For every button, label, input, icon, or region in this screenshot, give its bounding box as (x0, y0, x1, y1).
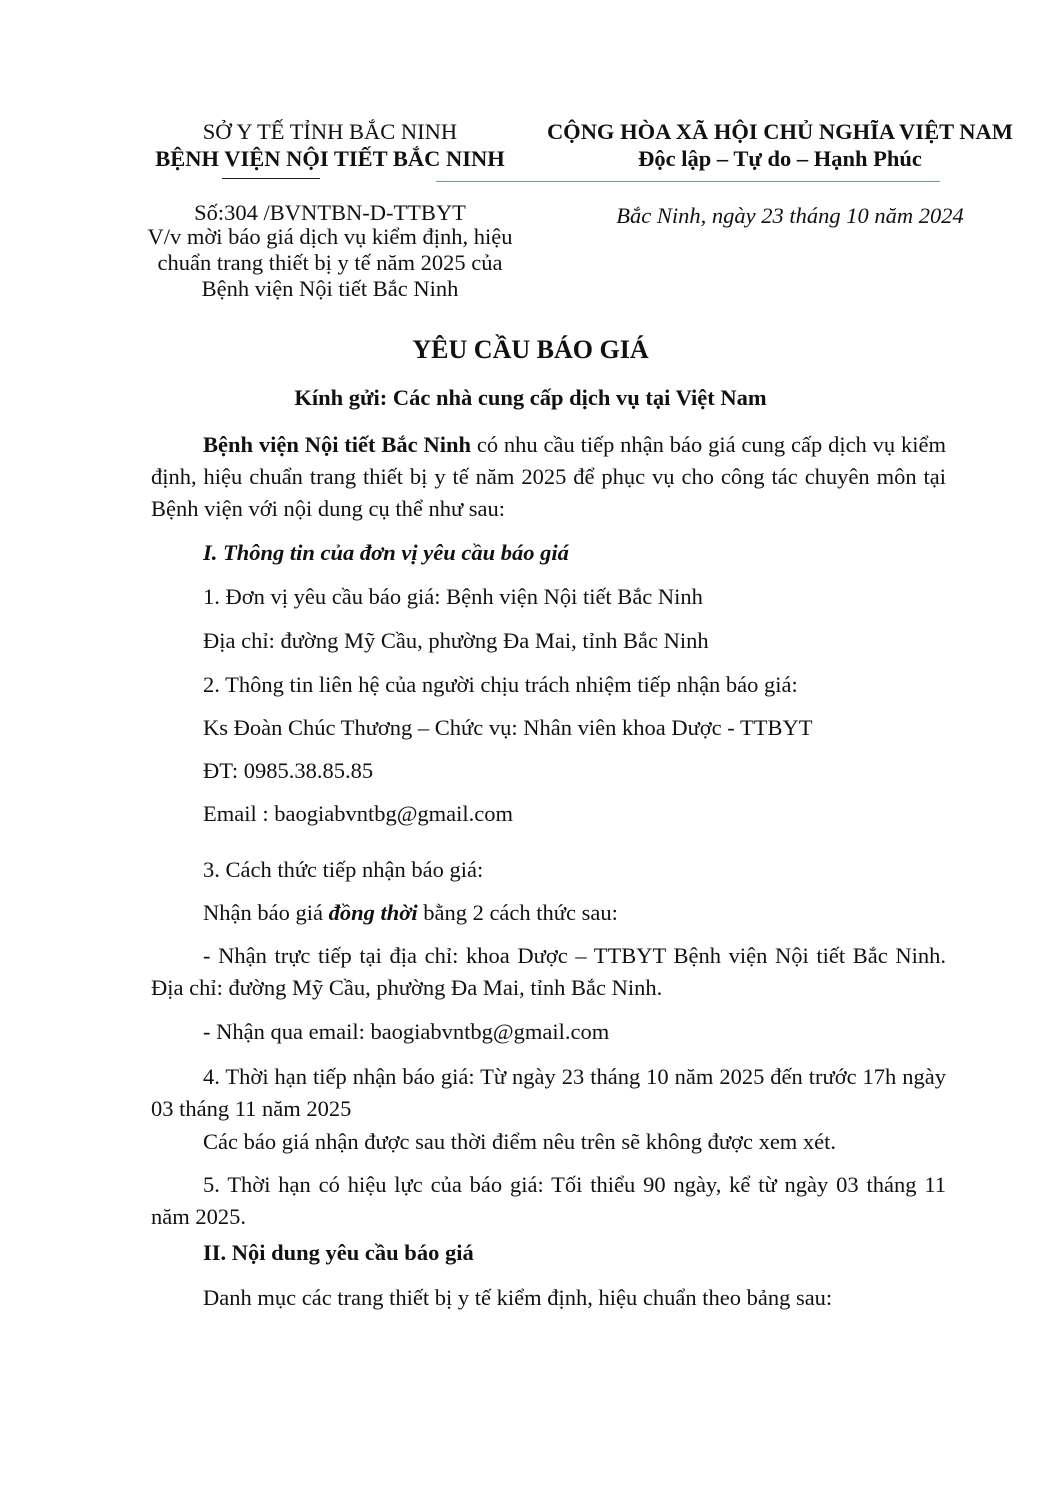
section-1-heading: I. Thông tin của đơn vị yêu cầu báo giá (203, 540, 569, 565)
item-4: 4. Thời hạn tiếp nhận báo giá: Từ ngày 23 tháng 10 năm 2025 đến trước 17h ngày 03 tháng 11 năm 2025 (151, 1064, 946, 1121)
item-3-direct: - Nhận trực tiếp tại địa chỉ: khoa Dược – TTBYT Bệnh viện Nội tiết Bắc Ninh. Địa chỉ: đường Mỹ Cầu, phường Đa Mai, tỉnh Bắc Ninh. (151, 943, 946, 1000)
intro-paragraph (151, 429, 946, 525)
item-3-email: - Nhận qua email: baogiabvntbg@gmail.com (203, 1019, 610, 1044)
nation-name: CỘNG HÒA XÃ HỘI CHỦ NGHĨA VIỆT NAM (546, 119, 1014, 144)
divider (436, 181, 940, 182)
document-title: YÊU CẦU BÁO GIÁ (412, 335, 649, 364)
email: Email : baogiabvntbg@gmail.com (203, 801, 514, 826)
item-3: 3. Cách thức tiếp nhận báo giá: (203, 857, 484, 882)
item-4-note: Các báo giá nhận được sau thời điểm nêu trên sẽ không được xem xét. (203, 1129, 837, 1154)
contact-person: Ks Đoàn Chúc Thương – Chức vụ: Nhân viên khoa Dược - TTBYT (203, 715, 813, 740)
intro-bold: Bệnh viện Nội tiết Bắc Ninh (203, 432, 471, 457)
document-number: Số:304 /BVNTBN-D-TTBYT (194, 200, 466, 225)
emphasis: đồng thời (328, 900, 418, 925)
section-2-heading: II. Nội dung yêu cầu báo giá (203, 1240, 474, 1265)
list-intro: Danh mục các trang thiết bị y tế kiểm định, hiệu chuẩn theo bảng sau: (203, 1285, 833, 1310)
motto: Độc lập – Tự do – Hạnh Phúc (638, 146, 922, 171)
item-3-method (151, 897, 946, 929)
item-2: 2. Thông tin liên hệ của người chịu trách nhiệm tiếp nhận báo giá: (203, 672, 798, 697)
text: bằng 2 cách thức sau: (417, 900, 618, 925)
divider (222, 178, 320, 179)
date-line: Bắc Ninh, ngày 23 tháng 10 năm 2024 (616, 203, 964, 228)
subject-line: V/v mời báo giá dịch vụ kiểm định, hiệu (147, 224, 513, 249)
address: Địa chỉ: đường Mỹ Cầu, phường Đa Mai, tỉnh Bắc Ninh (203, 628, 709, 653)
item-1: 1. Đơn vị yêu cầu báo giá: Bệnh viện Nội tiết Bắc Ninh (203, 584, 703, 609)
subject (140, 224, 520, 302)
text: Nhận báo giá (203, 900, 329, 925)
subject-line: Bệnh viện Nội tiết Bắc Ninh (201, 276, 459, 301)
item-5: 5. Thời hạn có hiệu lực của báo giá: Tối thiểu 90 ngày, kể từ ngày 03 tháng 11 năm 2025. (151, 1172, 946, 1229)
subject-line: chuẩn trang thiết bị y tế năm 2025 của (157, 250, 503, 275)
organization-name: BỆNH VIỆN NỘI TIẾT BẮC NINH (155, 146, 505, 171)
phone: ĐT: 0985.38.85.85 (203, 758, 374, 783)
intro-text: có nhu cầu tiếp nhận báo giá cung cấp dịch vụ kiểm định, hiệu chuẩn trang thiết bị y tế năm 2025 để phục vụ cho công tác chuyên môn tại Bệnh viện với nội dung cụ thể như sau: (151, 432, 946, 521)
recipient: Kính gửi: Các nhà cung cấp dịch vụ tại Việt Nam (294, 385, 767, 410)
agency-name: SỞ Y TẾ TỈNH BẮC NINH (202, 119, 458, 144)
